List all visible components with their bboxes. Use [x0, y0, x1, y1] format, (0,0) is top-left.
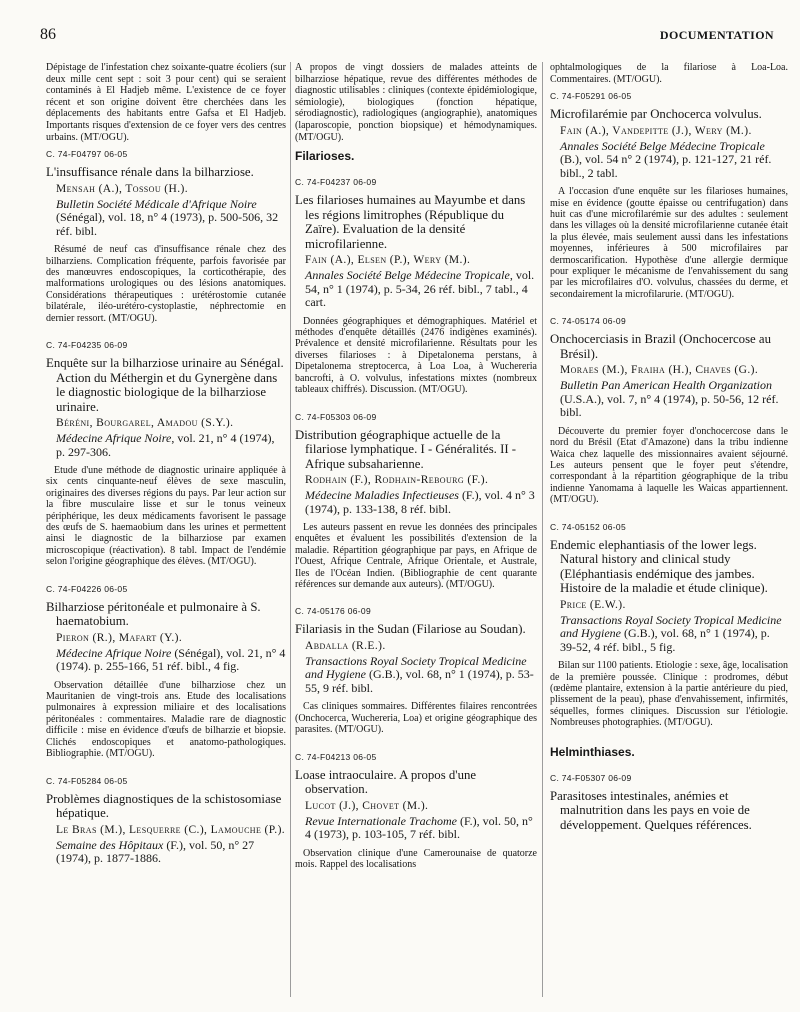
reference-code: C. 74-05174 06-09	[550, 316, 626, 327]
entry-source	[56, 198, 286, 239]
entry-abstract: Bilan sur 1100 patients. Etiologie : sexe, âge, localisation de la première poussée. Clinique : prodromes, début (œdème plantaire, extension à la partie antérieure du pied, plissement de la peau), phase d'envahissement, infirmités, séquelles, formes cliniques. Discussion sur l'étiologie. Nombreuses photographies. (MT/OGU).	[550, 660, 788, 729]
entry-authors: Lucot (J.), Chovet (M.).	[305, 799, 429, 812]
publication-details: (Sénégal), vol. 21, n° 4 (1974). p. 255-166, 51 réf. bibl., 4 fig.	[56, 645, 286, 674]
column-rule	[542, 62, 543, 997]
journal-name: Médecine Afrique Noire	[56, 645, 172, 660]
continued-abstract: A propos de vingt dossiers de malades atteints de bilharziose hépatique, revue des différentes méthodes de diagnostic utilisables : cliniques (contexte épidémiologique, sémiologie), biologiques (fonction hépatique, sérodiagnostic), radiologiques (angiographie), anatomiques (laparoscopie, ponction biopsique) et hémodynamiques. (MT/OGU).	[295, 62, 537, 143]
entry-title: Les filarioses humaines au Mayumbe et dans les régions limitrophes (République du Zaïre). Evaluation de la densité microfilarienne.	[295, 193, 526, 251]
bibliography-entry	[550, 316, 788, 505]
entry-source	[305, 269, 537, 310]
publication-details: , vol. 21, n° 4 (1974), p. 297-306.	[56, 431, 275, 459]
reference-code: C. 74-F05307 06-09	[550, 772, 632, 783]
section-heading: Helminthiases.	[550, 744, 635, 759]
bibliography-entry	[46, 340, 286, 568]
column-1	[46, 62, 286, 882]
entry-title: Endemic elephantiasis of the lower legs. Natural history and clinical study (Eléphantiasis endémique des jambes. Histoire de la maladie et étude clinique).	[550, 537, 768, 596]
entry-authors: Béréni, Bourgarel, Amadou (S.Y.).	[56, 417, 234, 429]
entry-title: Microfilarémie par Onchocerca volvulus.	[550, 107, 762, 122]
bibliography-entry	[295, 412, 537, 591]
bibliography-entry	[550, 522, 788, 729]
column-rule	[290, 62, 291, 997]
entry-abstract: Données géographiques et démographiques. Matériel et méthodes d'enquête détaillés (2476 indigènes examinés). Prévalence et densité microfilarienne. Résultats pour les diverses filarioses : à Dipetalonema perstans, à Dipetalonema streptocerca, à Loa Loa, à Wuchereria bancrofti, à O. volvulus, infestations mixtes (nombreux tableaux chiffrés). Discussion. (MT/OGU).	[295, 315, 537, 396]
reference-code: C. 74-F04226 06-05	[46, 583, 128, 594]
bibliography-entry	[550, 91, 788, 300]
bibliography-entry	[295, 606, 537, 735]
publication-details: (G.B.), vol. 68, n° 1 (1974), p. 53-55, 9 réf. bibl.	[305, 667, 534, 695]
entry-abstract: Observation clinique d'une Camerounaise de quatorze mois. Rappel des localisations	[295, 847, 537, 871]
continued-abstract: ophtalmologiques de la filariose à Loa-Loa. Commentaires. (MT/OGU).	[550, 62, 788, 85]
entry-title: Loase intraoculaire. A propos d'une observation.	[295, 767, 477, 797]
reference-code: C. 74-F05303 06-09	[295, 411, 377, 422]
publication-details: (F.), vol. 50, n° 27 (1974), p. 1877-1886.	[56, 837, 255, 865]
entry-abstract: Les auteurs passent en revue les données des principales enquêtes et évaluent les possibilités d'extension de la maladie. Répartition géographique par pays, en Afrique de l'Ouest, Afrique Centrale, Afrique Orientale, et Australe, Iles de l'Océan Indien. (Bibliographie de cent quarante références sur demande aux auteurs). (MT/OGU).	[295, 522, 537, 591]
bibliography-entry	[46, 149, 286, 324]
publication-details: (U.S.A.), vol. 7, n° 4 (1974), p. 50-56, 12 réf. bibl.	[560, 391, 779, 420]
entry-authors: Abdalla (R.E.).	[305, 639, 386, 652]
journal-name: Transactions Royal Society Tropical Medicine and Hygiene	[560, 612, 782, 641]
bibliography-entry	[295, 177, 537, 395]
reference-code: C. 74-F04797 06-05	[46, 149, 128, 160]
entry-abstract: Observation détaillée d'une bilharziose chez un Mauritanien de vingt-trois ans. Etude des localisations pulmonaires à expression miliaire et des localisations péritonéales : commentaires. Maladie rare de diagnostic difficile : mise en évidence d'œufs de bilharzie et biopsie. Clichés endoscopiques et anatomo-pathologiques. Bibliographie. (MT/OGU).	[46, 679, 286, 760]
publication-details: (G.B.), vol. 68, n° 1 (1974), p. 39-52, 4 réf. bibl., 5 fig.	[560, 626, 770, 654]
entry-abstract: Etude d'une méthode de diagnostic urinaire appliquée à six cents cinquante-neuf élèves de sexe masculin, originaires des diverses régions du pays. Par leur action sur la fibre musculaire lisse et sur le tonus veineux périphérique, les deux médicaments favorisent le passage des œufs de S. haemaobium dans les urines et permettent ainsi le diagnostic de la bilharziose par examen microscopique (réactivation). 8 tabl. Impact de l'endémie selon l'origine géographique des élèves. (MT/OGU).	[46, 465, 286, 568]
bibliography-entry	[46, 776, 286, 866]
journal-name: Transactions Royal Society Tropical Medicine and Hygiene	[305, 653, 527, 682]
entry-title: Problèmes diagnostiques de la schistosomiase hépatique.	[46, 791, 282, 820]
journal-name: Bulletin Société Médicale d'Afrique Noire	[56, 196, 257, 211]
reference-code: C. 74-F05284 06-05	[46, 775, 128, 786]
entry-authors: Pieron (R.), Mafart (Y.).	[56, 631, 183, 644]
entry-source	[305, 655, 537, 696]
reference-code: C. 74-05152 06-05	[550, 521, 626, 532]
entry-source	[56, 647, 286, 674]
entry-abstract: A l'occasion d'une enquête sur les filarioses humaines, mise en évidence (goutte épaisse ou centrifugation) dans huit cas d'une microfilarémie sur des adultes : seulement dans les villages où la densité microfilarienne cutanée était la plus élevée, mais seulement aussi dans les infestations moyennes, inférieures à 500 microfilaires par dermoscarification. Hypothèse d'une allergie dermique pour expliquer le mécanisme de l'envahissement du sang par les microfilaires d'O. volvulus, chassées du derme, et secondairement la microfilarurie. (MT/OGU).	[550, 186, 788, 300]
journal-name: Revue Internationale Trachome	[305, 813, 457, 828]
section-heading: Filarioses.	[295, 149, 355, 164]
entry-authors: Moraes (M.), Fraiha (H.), Chaves (G.).	[560, 364, 759, 377]
entry-title: L'insuffisance rénale dans la bilharziose.	[46, 165, 254, 180]
entry-source	[560, 614, 788, 655]
column-2	[295, 62, 537, 886]
journal-name: Médecine Afrique Noire	[56, 431, 172, 445]
entry-authors: Rodhain (F.), Rodhain-Rebourg (F.).	[305, 474, 489, 486]
entry-title: Enquête sur la bilharziose urinaire au Sénégal. Action du Méthergin et du Gynergène dans le diagnostic biologique de la bilharziose urinaire.	[46, 356, 284, 414]
entry-authors: Price (E.W.).	[560, 598, 626, 611]
bibliography-entry	[550, 773, 788, 833]
page-number: 86	[40, 26, 56, 43]
entry-source	[305, 489, 537, 516]
entry-authors: Le Bras (M.), Lesquerre (C.), Lamouche (P.).	[56, 823, 286, 836]
journal-name: Médecine Maladies Infectieuses	[305, 488, 459, 502]
entry-title: Distribution géographique actuelle de la filariose lymphatique. I - Généralités. II - Afrique subsaharienne.	[295, 427, 517, 471]
entry-authors: Mensah (A.), Tossou (H.).	[56, 182, 188, 195]
reference-code: C. 74-05176 06-09	[295, 606, 371, 617]
entry-abstract: Résumé de neuf cas d'insuffisance rénale chez des bilharziens. Complication fréquente, parfois favorisée par des manœuvres endoscopiques, la corticothérapie, des malformations urologiques ou des lésions anatomiques. Considérations thérapeutiques : urétérostomie cutanée bilatérale, iléo-urétéro-cystoplastie, néphrectomie en dernier ressort. (MT/OGU).	[46, 244, 286, 324]
publication-details: (F.), vol. 50, n° 4 (1973), p. 103-105, 7 réf. bibl.	[305, 813, 533, 842]
entry-source	[305, 815, 537, 842]
entry-authors: Fain (A.), Vandepitte (J.), Wery (M.).	[560, 124, 752, 137]
reference-code: C. 74-F04235 06-09	[46, 340, 128, 350]
publication-details: (B.), vol. 54 n° 2 (1974), p. 121-127, 21 réf. bibl., 2 tabl.	[560, 152, 772, 180]
entry-title: Bilharziose péritonéale et pulmonaire à S. haematobium.	[46, 599, 261, 629]
continued-abstract: Dépistage de l'infestation chez soixante-quatre écoliers (sur deux mille cent sept : soit 3 pour cent) qui se seraient contaminés à El Hadjeb même. L'existence de ce foyer récent et son origine doivent être cherchées dans les déplacements des habitants entre Gafsa et El Hadjeb. Importants risques d'extension de ce foyer vers des centres urbains. (MT/OGU).	[46, 62, 286, 143]
reference-code: C. 74-F04237 06-09	[295, 177, 377, 188]
entry-source	[560, 379, 788, 420]
bibliography-entry	[295, 752, 537, 871]
reference-code: C. 74-F05291 06-05	[550, 91, 632, 102]
journal-name: Annales Société Belge Médecine Tropicale	[560, 138, 765, 153]
entry-source	[56, 432, 286, 459]
entry-title: Filariasis in the Sudan (Filariose au Soudan).	[295, 622, 526, 637]
bibliography-entry	[46, 584, 286, 760]
entry-source	[560, 140, 788, 181]
entry-abstract: Cas cliniques sommaires. Différentes filaires rencontrées (Onchocerca, Wuchereria, Loa) et origine géographique des parasites. (MT/OGU).	[295, 701, 537, 736]
column-3	[550, 62, 788, 848]
journal-name: Semaine des Hôpitaux	[56, 837, 164, 852]
entry-abstract: Découverte du premier foyer d'onchocercose dans le nord du Brésil (Etat d'Amazone) dans la tribu indienne Waica chez laquelle des missionnaires avaient séjourné. Les auteurs pensent que le foyer peut s'étendre, correspondant à la répartition géographique de la tribu indienne Yanomama à laquelle les Waicas appartiennent. (MT/OGU).	[550, 425, 788, 506]
entry-title: Onchocerciasis in Brazil (Onchocercose au Brésil).	[550, 332, 772, 361]
publication-details: (F.), vol. 4 n° 3 (1974), p. 133-138, 8 réf. bibl.	[305, 488, 535, 516]
entry-title: Parasitoses intestinales, anémies et malnutrition dans les pays en voie de développement. Quelques références.	[550, 788, 752, 832]
entry-authors: Fain (A.), Elsen (P.), Wery (M.).	[305, 254, 471, 267]
publication-details: (Sénégal), vol. 18, n° 4 (1973), p. 500-506, 32 réf. bibl.	[56, 210, 279, 238]
journal-name: Annales Société Belge Médecine Tropicale	[305, 268, 510, 283]
publication-details: , vol. 54, n° 1 (1974), p. 5-34, 26 réf. bibl., 7 tabl., 4 cart.	[305, 268, 535, 310]
journal-name: Bulletin Pan American Health Organization	[560, 378, 772, 393]
entry-source	[56, 839, 286, 866]
running-head: DOCUMENTATION	[659, 28, 774, 42]
reference-code: C. 74-F04213 06-05	[295, 751, 377, 762]
